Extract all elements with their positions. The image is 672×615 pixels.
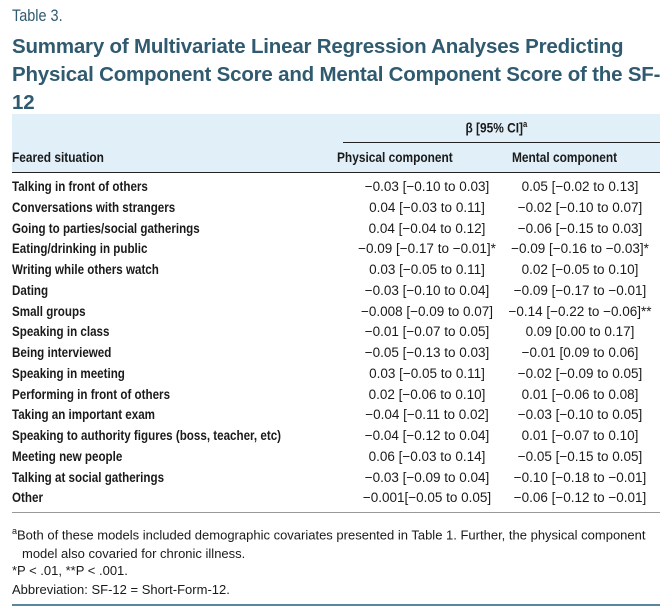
table-row — [12, 385, 660, 405]
physical-value: 0.06 [−0.03 to 0.14] — [368, 448, 486, 464]
mental-value: 0.05 [−0.02 to 0.13] — [521, 179, 639, 194]
col-header-physical: Physical component — [337, 149, 453, 165]
physical-value: −0.001[−0.05 to 0.05] — [362, 490, 492, 506]
table-row — [12, 322, 660, 342]
physical-value: −0.03 [−0.10 to 0.04] — [364, 282, 490, 298]
mental-value: 0.01 [−0.07 to 0.10] — [521, 428, 639, 443]
table-title: Summary of Multivariate Linear Regression Analyses Predicting Physical Component Score and Mental Component Score of the SF-12 — [12, 35, 661, 114]
table-row — [12, 405, 660, 425]
table-row — [12, 260, 660, 280]
mental-value: −0.10 [−0.18 to −0.01] — [513, 469, 647, 485]
table-label: Table 3. — [12, 6, 63, 25]
row-label: Eating/drinking in public — [12, 241, 148, 257]
physical-value: −0.008 [−0.09 to 0.07] — [360, 303, 494, 319]
mental-value: −0.09 [−0.17 to −0.01] — [513, 282, 647, 298]
row-label: Talking at social gatherings — [12, 469, 165, 485]
physical-value: −0.03 [−0.09 to 0.04] — [364, 469, 490, 485]
mental-value: −0.02 [−0.09 to 0.05] — [517, 365, 643, 381]
physical-value: −0.04 [−0.12 to 0.04] — [364, 428, 490, 443]
row-label: Writing while others watch — [12, 262, 159, 277]
mental-value: −0.05 [−0.15 to 0.05] — [517, 448, 643, 464]
mental-value: −0.01 [0.09 to 0.06] — [521, 345, 639, 360]
footnote-a — [12, 522, 662, 563]
physical-value: 0.02 [−0.06 to 0.10] — [368, 386, 486, 402]
row-label: Taking an important exam — [12, 407, 156, 423]
group-header-text: β [95% CI] — [465, 119, 523, 136]
table-row — [12, 239, 660, 259]
col-header-mental: Mental component — [512, 149, 618, 165]
table-row — [12, 302, 660, 322]
mental-value: 0.02 [−0.05 to 0.10] — [521, 262, 639, 277]
row-label: Other — [12, 490, 43, 506]
table-row — [12, 343, 660, 363]
row-label: Speaking in class — [12, 324, 110, 340]
row-label: Speaking in meeting — [12, 365, 125, 381]
table-row — [12, 198, 660, 218]
physical-value: −0.03 [−0.10 to 0.03] — [364, 179, 490, 194]
group-header — [465, 119, 527, 136]
row-label: Meeting new people — [12, 448, 123, 464]
row-label: Conversations with strangers — [12, 199, 176, 215]
mental-value: 0.09 [0.00 to 0.17] — [525, 324, 635, 340]
physical-value: −0.04 [−0.11 to 0.02] — [365, 407, 489, 423]
physical-value: −0.01 [−0.07 to 0.05] — [364, 324, 490, 340]
row-label: Performing in front of others — [12, 386, 171, 402]
table-row — [12, 219, 660, 239]
row-label: Going to parties/social gatherings — [12, 220, 200, 236]
mental-value: −0.09 [−0.16 to −0.03]* — [511, 241, 649, 257]
mental-value: −0.02 [−0.10 to 0.07] — [517, 199, 643, 215]
footnote-marker: a — [522, 119, 528, 129]
physical-value: 0.03 [−0.05 to 0.11] — [369, 365, 485, 381]
mental-value: 0.01 [−0.06 to 0.08] — [521, 386, 639, 402]
physical-value: −0.09 [−0.17 to −0.01]* — [358, 241, 496, 257]
footnote-a-marker: a — [12, 526, 18, 536]
physical-value: 0.04 [−0.03 to 0.11] — [369, 199, 485, 215]
bottom-rule — [12, 604, 660, 606]
footnote-abbreviation: Abbreviation: SF-12 = Short-Form-12. — [12, 582, 230, 597]
table-divider — [12, 512, 660, 513]
col-header-feared-situation: Feared situation — [12, 149, 104, 165]
row-label: Small groups — [12, 303, 86, 319]
table-row — [12, 177, 660, 197]
group-divider — [343, 142, 660, 143]
footnote-a-text: Both of these models included demographic covariates presented in Table 1. Further, the physical component model also covaried for chronic illness. — [17, 527, 646, 562]
table-row — [12, 426, 660, 446]
footnote-p: *P < .01, **P < .001. — [12, 563, 128, 578]
row-label: Talking in front of others — [12, 179, 148, 194]
table-row — [12, 447, 660, 467]
mental-value: −0.03 [−0.10 to 0.05] — [517, 407, 643, 423]
row-label: Speaking to authority figures (boss, teacher, etc) — [12, 428, 282, 443]
table-row — [12, 364, 660, 384]
mental-value: −0.14 [−0.22 to −0.06]** — [508, 303, 652, 319]
physical-value: 0.04 [−0.04 to 0.12] — [368, 220, 486, 236]
physical-value: −0.05 [−0.13 to 0.03] — [364, 345, 490, 360]
mental-value: −0.06 [−0.12 to −0.01] — [513, 490, 647, 506]
table-row — [12, 488, 660, 508]
table-row — [12, 468, 660, 488]
row-label: Dating — [12, 282, 49, 298]
row-label: Being interviewed — [12, 345, 112, 360]
mental-value: −0.06 [−0.15 to 0.03] — [517, 220, 643, 236]
table-row — [12, 281, 660, 301]
physical-value: 0.03 [−0.05 to 0.11] — [369, 262, 485, 277]
